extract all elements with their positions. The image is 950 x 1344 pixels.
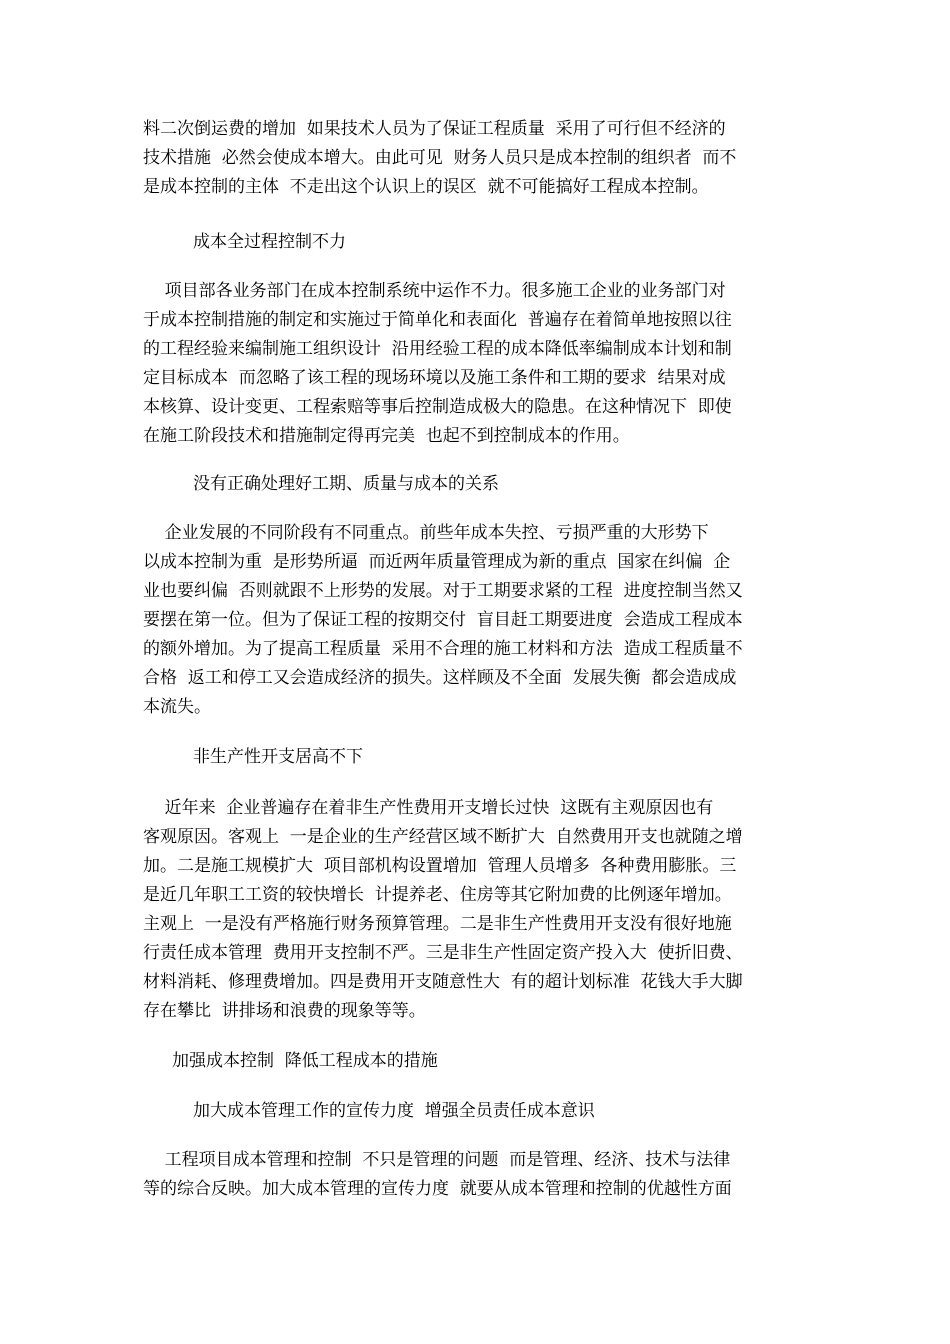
text-line: 本流失。	[143, 697, 211, 717]
subsection-heading-publicity: 加大成本管理工作的宣传力度 增强全员责任成本意识	[193, 1101, 595, 1121]
text-line: 技术措施 必然会使成本增大。由此可见 财务人员只是成本控制的组织者 而不	[143, 148, 737, 168]
text-line: 工程项目成本管理和控制 不只是管理的问题 而是管理、经济、技术与法律	[143, 1150, 731, 1170]
text-line: 本核算、设计变更、工程索赔等事后控制造成极大的隐患。在这种情况下 即使	[143, 397, 732, 417]
text-line: 项目部各业务部门在成本控制系统中运作不力。很多施工企业的业务部门对	[143, 281, 726, 301]
text-line: 是近几年职工工资的较快增长 计提养老、住房等其它附加费的比例逐年增加。	[143, 885, 732, 905]
text-line: 于成本控制措施的制定和实施过于简单化和表面化 普遍存在着简单地按照以往	[143, 310, 732, 330]
text-line: 料二次倒运费的增加 如果技术人员为了保证工程质量 采用了可行但不经济的	[143, 119, 726, 139]
text-line: 行责任成本管理 费用开支控制不严。三是非生产性固定资产投入大 使折旧费、	[143, 943, 743, 963]
paragraph-5	[143, 1146, 813, 1204]
section-heading-measures: 加强成本控制 降低工程成本的措施	[172, 1051, 438, 1071]
text-line: 等的综合反映。加大成本管理的宣传力度 就要从成本管理和控制的优越性方面	[143, 1179, 732, 1199]
text-line: 合格 返工和停工又会造成经济的损失。这样顾及不全面 发展失衡 都会造成成	[143, 668, 737, 688]
text-line: 定目标成本 而忽略了该工程的现场环境以及施工条件和工期的要求 结果对成	[143, 368, 726, 388]
text-line: 以成本控制为重 是形势所逼 而近两年质量管理成为新的重点 国家在纠偏 企	[143, 552, 731, 572]
section-heading-nonproductive-costs: 非生产性开支居高不下	[193, 747, 363, 767]
text-line: 企业发展的不同阶段有不同重点。前些年成本失控、亏损严重的大形势下	[143, 523, 709, 543]
text-line: 的工程经验来编制施工组织设计 沿用经验工程的成本降低率编制成本计划和制	[143, 339, 732, 359]
text-line: 业也要纠偏 否则就跟不上形势的发展。对于工期要求紧的工程 进度控制当然又	[143, 581, 743, 601]
text-line: 要摆在第一位。但为了保证工程的按期交付 盲目赶工期要进度 会造成工程成本	[143, 610, 743, 630]
text-line: 材料消耗、修理费增加。四是费用开支随意性大 有的超计划标准 花钱大手大脚	[143, 972, 743, 992]
paragraph-2	[143, 277, 813, 451]
paragraph-3	[143, 519, 813, 722]
section-heading-cost-process: 成本全过程控制不力	[193, 232, 346, 252]
text-line: 主观上 一是没有严格施行财务预算管理。二是非生产性费用开支没有很好地施	[143, 914, 732, 934]
paragraph-1	[143, 115, 813, 202]
text-line: 在施工阶段技术和措施制定得再完美 也起不到控制成本的作用。	[143, 426, 630, 446]
text-line: 的额外增加。为了提高工程质量 采用不合理的施工材料和方法 造成工程质量不	[143, 639, 743, 659]
text-line: 是成本控制的主体 不走出这个认识上的误区 就不可能搞好工程成本控制。	[143, 177, 709, 197]
paragraph-4	[143, 794, 813, 1026]
text-line: 近年来 企业普遍存在着非生产性费用开支增长过快 这既有主观原因也有	[143, 798, 714, 818]
section-heading-schedule-quality-cost: 没有正确处理好工期、质量与成本的关系	[193, 474, 499, 494]
text-line: 客观原因。客观上 一是企业的生产经营区域不断扩大 自然费用开支也就随之增	[143, 827, 743, 847]
text-line: 存在攀比 讲排场和浪费的现象等等。	[143, 1001, 426, 1021]
text-line: 加。二是施工规模扩大 项目部机构设置增加 管理人员增多 各种费用膨胀。三	[143, 856, 737, 876]
